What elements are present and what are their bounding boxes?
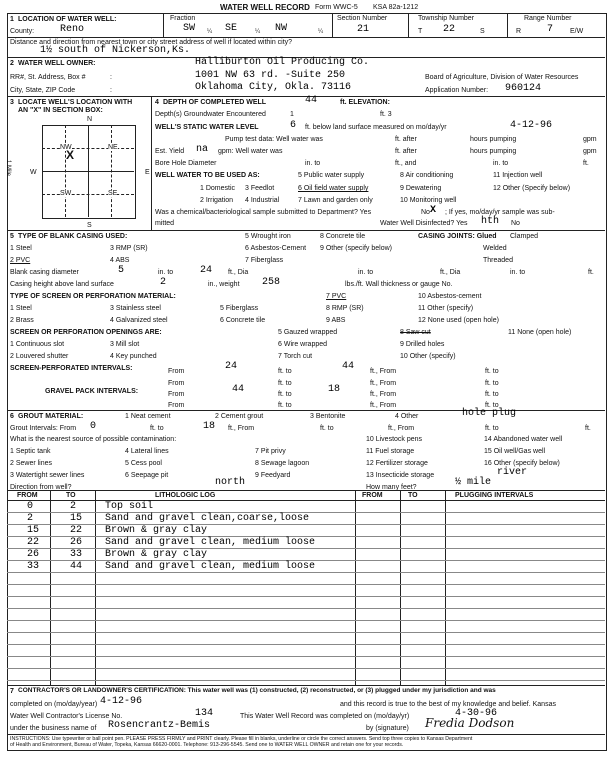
ft-to: ft. to bbox=[485, 425, 499, 432]
ne-quadrant: NE bbox=[108, 144, 118, 151]
log-row-desc[interactable]: Brown & gray clay bbox=[105, 549, 208, 560]
address-label: RR#, St. Address, Box # bbox=[10, 74, 86, 81]
ft-to: ft. to bbox=[278, 380, 292, 387]
section-3-num: 3 bbox=[10, 99, 14, 106]
casing-height-value[interactable]: 2 bbox=[160, 277, 167, 288]
bore-in: in. to bbox=[305, 160, 321, 167]
depth-value[interactable]: 44 bbox=[305, 95, 318, 106]
log-row-desc[interactable]: Top soil bbox=[105, 501, 154, 512]
use-other[interactable]: 12 Other (Specify below) bbox=[493, 185, 571, 192]
screen-pvc[interactable]: 7 PVC bbox=[326, 293, 347, 300]
distance-value[interactable]: 1½ south of Nickerson,Ks. bbox=[40, 45, 191, 56]
screen-intervals-label: SCREEN-PERFORATED INTERVALS: bbox=[10, 365, 133, 372]
casing-abs[interactable]: 4 ABS bbox=[110, 257, 130, 264]
yield-gpm: gpm: Well water was bbox=[218, 148, 283, 155]
groundwater-label: Depth(s) Groundwater Encountered bbox=[155, 111, 266, 118]
screen-concrete[interactable]: 6 Concrete tile bbox=[220, 317, 266, 324]
src-pit-privy[interactable]: 7 Pit privy bbox=[255, 448, 286, 455]
grout-neat[interactable]: 1 Neat cement bbox=[125, 413, 171, 420]
log-row-desc[interactable]: Sand and gravel clean, medium loose bbox=[105, 537, 316, 548]
location-label: LOCATION OF WATER WELL: bbox=[18, 16, 117, 23]
chem-no-mark[interactable]: X bbox=[430, 205, 437, 216]
county-label: County: bbox=[10, 28, 35, 35]
chem-sample-label: Was a chemical/bacteriological sample submitted to Department? Yes bbox=[155, 209, 372, 216]
west-mark: W bbox=[30, 169, 37, 176]
static-level-text: ft. below land surface measured on mo/day/yr bbox=[305, 124, 447, 131]
record-completed-date[interactable]: 4-30-96 bbox=[455, 708, 498, 719]
se-quadrant: SE bbox=[108, 190, 118, 197]
screen-brass[interactable]: 2 Brass bbox=[10, 317, 34, 324]
township-s: S bbox=[480, 28, 485, 35]
section-box[interactable] bbox=[42, 125, 136, 219]
screen-abs[interactable]: 9 ABS bbox=[326, 317, 346, 324]
diameter-label: Blank casing diameter bbox=[10, 269, 79, 276]
gravel-to[interactable]: 18 bbox=[328, 384, 341, 395]
casing-concrete[interactable]: 8 Concrete tile bbox=[320, 233, 366, 240]
log-from-header: FROM bbox=[17, 492, 38, 499]
screen-other[interactable]: 11 Other (specify) bbox=[418, 305, 474, 312]
screen-stainless[interactable]: 3 Stainless steel bbox=[110, 305, 161, 312]
log-row-to[interactable]: 2 bbox=[70, 501, 77, 512]
use-feedlot[interactable]: 3 Feedlot bbox=[245, 185, 275, 192]
section-1-num: 1 bbox=[10, 16, 14, 23]
license-label: Water Well Contractor's License No. bbox=[10, 713, 123, 720]
pump-test-label: Pump test data: Well water was bbox=[225, 136, 323, 143]
range-r: R bbox=[516, 28, 522, 35]
ksa-number: KSA 82a-1212 bbox=[373, 4, 419, 11]
mitted: mitted bbox=[155, 220, 175, 227]
static-level-value[interactable]: 6 bbox=[290, 120, 297, 131]
business-label: under the business name of bbox=[10, 725, 97, 732]
fraction-2[interactable]: SE bbox=[225, 23, 238, 34]
city-label: City, State, ZIP Code bbox=[10, 87, 76, 94]
city-colon: : bbox=[110, 87, 112, 94]
in-to: in. to bbox=[510, 269, 526, 276]
record-completed-label: This Water Well Record was completed on (mo/day/yr) bbox=[240, 713, 410, 720]
screen-fiberglass[interactable]: 5 Fiberglass bbox=[220, 305, 259, 312]
ft-after: ft. after bbox=[395, 148, 417, 155]
gravel-label: GRAVEL PACK INTERVALS: bbox=[45, 388, 139, 395]
distance-label: Distance and direction from nearest town or city street address of well if located within city? bbox=[10, 39, 293, 46]
log-row-to[interactable]: 15 bbox=[70, 513, 83, 524]
screen-to[interactable]: 44 bbox=[342, 361, 355, 372]
from-label: From bbox=[168, 402, 185, 409]
log-rule bbox=[7, 584, 605, 585]
ft-from: ft., From bbox=[370, 391, 397, 398]
grout-other[interactable]: 4 Other bbox=[395, 413, 419, 420]
contamination-label: What is the nearest source of possible contamination: bbox=[10, 436, 177, 443]
ft-to: ft. to bbox=[485, 368, 499, 375]
src-other[interactable]: 16 Other (specify below) bbox=[484, 460, 560, 467]
log-rule bbox=[7, 620, 605, 621]
casing-asbestos[interactable]: 6 Asbestos-Cement bbox=[245, 245, 307, 252]
disinfected-no: No bbox=[511, 220, 520, 227]
opening-torch[interactable]: 7 Torch cut bbox=[278, 353, 313, 360]
instructions-line-1: INSTRUCTIONS: Use typewriter or ball point pen. PLEASE PRESS FIRMLY and PRINT clearly. Please fill in blanks, underline or circle the correct answers. Send top three copies to Kansas Department bbox=[10, 736, 473, 742]
section-7-num: 7 bbox=[10, 688, 14, 695]
grout-bentonite[interactable]: 3 Bentonite bbox=[310, 413, 346, 420]
use-public[interactable]: 5 Public water supply bbox=[298, 172, 365, 179]
log-row-from[interactable]: 2 bbox=[27, 513, 34, 524]
hours-pumping: hours pumping bbox=[470, 136, 517, 143]
casing-fiberglass[interactable]: 7 Fiberglass bbox=[245, 257, 284, 264]
ft-dia: ft., Dia bbox=[440, 269, 461, 276]
how-many-label: How many feet? bbox=[366, 484, 417, 491]
township-t: T bbox=[418, 28, 423, 35]
plug-to-header: TO bbox=[408, 492, 418, 499]
ft-to: ft. to bbox=[485, 391, 499, 398]
ft: ft. bbox=[588, 269, 594, 276]
plug-from-header: FROM bbox=[362, 492, 383, 499]
opening-key[interactable]: 4 Key punched bbox=[110, 353, 157, 360]
certification-text-2: and this record is true to the best of my knowledge and belief. Kansas bbox=[340, 701, 556, 708]
address-value[interactable]: 1001 NW 63 rd. -Suite 250 bbox=[195, 70, 346, 81]
instructions-line-2: of Health and Environment, Bureau of Water, Topeka, Kansas 66620-0001. Telephone: 913-296-5545. Send one to WATER WELL OWNER and retain one for your records. bbox=[10, 742, 404, 748]
ft-from: ft., From bbox=[370, 368, 397, 375]
township-value[interactable]: 22 bbox=[443, 24, 456, 35]
ft-to: ft. to bbox=[278, 368, 292, 375]
sw-quadrant: SW bbox=[60, 190, 72, 197]
ft-from: ft., From bbox=[388, 425, 415, 432]
disinfected-value[interactable]: hth bbox=[481, 216, 500, 227]
static-level-label: WELL'S STATIC WATER LEVEL bbox=[155, 124, 259, 131]
diameter-value[interactable]: 5 bbox=[118, 265, 125, 276]
screen-steel[interactable]: 1 Steel bbox=[10, 305, 32, 312]
direction-label: Direction from well? bbox=[10, 484, 72, 491]
south-mark: S bbox=[87, 222, 92, 229]
east-mark: E bbox=[145, 169, 150, 176]
township-label: Township Number bbox=[418, 15, 475, 22]
log-rule bbox=[7, 524, 605, 525]
lbs-label: lbs./ft. Wall thickness or gauge No. bbox=[345, 281, 453, 288]
yield-label: Est. Yield bbox=[155, 148, 185, 155]
ft-dia: ft., Dia bbox=[228, 269, 249, 276]
joints-label: CASING JOINTS: Glued bbox=[418, 233, 497, 240]
section-number-label: Section Number bbox=[337, 15, 388, 22]
static-level-date[interactable]: 4-12-96 bbox=[510, 120, 553, 131]
direction-value[interactable]: north bbox=[215, 477, 246, 488]
range-value[interactable]: 7 bbox=[547, 24, 554, 35]
ft-to: ft. to bbox=[485, 380, 499, 387]
screen-rmp[interactable]: 8 RMP (SR) bbox=[326, 305, 364, 312]
section-6-num: 6 bbox=[10, 413, 14, 420]
north-mark: N bbox=[87, 116, 93, 123]
fraction-label: Fraction bbox=[170, 15, 196, 22]
ft-from: ft., From bbox=[370, 380, 397, 387]
application-number[interactable]: 960124 bbox=[505, 83, 542, 94]
log-rule bbox=[7, 608, 605, 609]
opening-louvered[interactable]: 2 Louvered shutter bbox=[10, 353, 69, 360]
application-label: Application Number: bbox=[425, 87, 489, 94]
owner-value[interactable]: Halliburton Oil Producing Co. bbox=[195, 57, 370, 68]
locate-label: LOCATE WELL'S LOCATION WITH bbox=[18, 99, 133, 106]
log-rule bbox=[7, 632, 605, 633]
address-colon: : bbox=[110, 74, 112, 81]
casing-other[interactable]: 9 Other (specify below) bbox=[320, 245, 392, 252]
ft-to: ft. to bbox=[150, 425, 164, 432]
use-industrial[interactable]: 4 Industrial bbox=[245, 197, 280, 204]
grout-to[interactable]: 18 bbox=[203, 421, 216, 432]
screen-from[interactable]: 24 bbox=[225, 361, 238, 372]
src-watertight[interactable]: 3 Watertight sewer lines bbox=[10, 472, 85, 479]
bore-ft2: ft. bbox=[583, 160, 589, 167]
nw-quadrant: NW bbox=[60, 144, 72, 151]
use-irrigation[interactable]: 2 Irrigation bbox=[200, 197, 234, 204]
src-insecticide[interactable]: 13 Insecticide storage bbox=[366, 472, 435, 479]
src-oil-gas[interactable]: 15 Oil well/Gas well bbox=[484, 448, 546, 455]
screen-asbestos[interactable]: 10 Asbestos-cement bbox=[418, 293, 482, 300]
opening-continuous[interactable]: 1 Continuous slot bbox=[10, 341, 65, 348]
src-fuel[interactable]: 11 Fuel storage bbox=[366, 448, 415, 455]
completed-date[interactable]: 4-12-96 bbox=[100, 696, 143, 707]
quarter-mark: ¼ bbox=[255, 29, 261, 35]
src-livestock[interactable]: 10 Livestock pens bbox=[366, 436, 423, 443]
plugging-header: PLUGGING INTERVALS bbox=[455, 492, 534, 499]
ft-from: ft., From bbox=[228, 425, 255, 432]
bore-in2: in. to bbox=[493, 160, 509, 167]
bore-label: Bore Hole Diameter bbox=[155, 160, 217, 167]
casing-rmp[interactable]: 3 RMP (SR) bbox=[110, 245, 148, 252]
log-rule bbox=[7, 680, 605, 681]
quarter-mark: ¼ bbox=[318, 29, 324, 35]
in-to: in. to bbox=[158, 269, 174, 276]
ft-after: ft. after bbox=[395, 136, 417, 143]
opening-other[interactable]: 10 Other (specify) bbox=[400, 353, 456, 360]
opening-none[interactable]: 11 None (open hole) bbox=[508, 329, 572, 336]
license-number[interactable]: 134 bbox=[195, 708, 214, 719]
county-value[interactable]: Reno bbox=[60, 24, 85, 35]
src-seepage[interactable]: 6 Seepage pit bbox=[125, 472, 169, 479]
joints-welded[interactable]: Welded bbox=[483, 245, 507, 252]
src-fertilizer[interactable]: 12 Fertilizer storage bbox=[366, 460, 428, 467]
log-rule bbox=[7, 644, 605, 645]
grout-from[interactable]: 0 bbox=[90, 421, 97, 432]
log-row-to[interactable]: 26 bbox=[70, 537, 83, 548]
bore-ft: ft., and bbox=[395, 160, 417, 167]
use-lawn[interactable]: 7 Lawn and garden only bbox=[298, 197, 373, 204]
completed-label: completed on (mo/day/year) bbox=[10, 701, 98, 708]
log-row-to[interactable]: 44 bbox=[70, 561, 83, 572]
well-location-mark: X bbox=[66, 148, 75, 162]
use-oil-field[interactable]: 6 Oil field water supply bbox=[298, 185, 369, 192]
signature[interactable]: Fredia Dodson bbox=[425, 716, 515, 730]
disinfected-label: Water Well Disinfected? Yes bbox=[380, 220, 468, 227]
src-lateral[interactable]: 4 Lateral lines bbox=[125, 448, 169, 455]
screen-galvanized[interactable]: 4 Galvanized steel bbox=[110, 317, 168, 324]
casing-pvc[interactable]: 2 PVC bbox=[10, 257, 31, 264]
log-row-from[interactable]: 0 bbox=[27, 501, 34, 512]
joints-threaded[interactable]: Threaded bbox=[483, 257, 513, 264]
form-title: WATER WELL RECORD bbox=[220, 3, 310, 12]
log-row-from[interactable]: 26 bbox=[27, 549, 40, 560]
casing-height-label: Casing height above land surface bbox=[10, 281, 114, 288]
mile-label: 1 Mile bbox=[5, 160, 11, 177]
grout-other-value[interactable]: hole plug bbox=[462, 408, 517, 419]
gravel-from[interactable]: 44 bbox=[232, 384, 245, 395]
locate-label-2: AN "X" IN SECTION BOX: bbox=[18, 107, 103, 114]
casing-steel[interactable]: 1 Steel bbox=[10, 245, 32, 252]
use-injection[interactable]: 11 Injection well bbox=[493, 172, 543, 179]
in-weight: in., weight bbox=[208, 281, 240, 288]
use-air[interactable]: 8 Air conditioning bbox=[400, 172, 454, 179]
depth-label: DEPTH OF COMPLETED WELL bbox=[163, 99, 267, 106]
grout-intervals-label: Grout Intervals: From bbox=[10, 425, 77, 432]
certification-text: CONTRACTOR'S OR LANDOWNER'S CERTIFICATION: This water well was (1) constructed, (2) reconstructed, or (3) plugged under my jurisdiction and was bbox=[18, 687, 496, 694]
log-row-from[interactable]: 22 bbox=[27, 537, 40, 548]
form-number: Form WWC-5 bbox=[315, 4, 358, 11]
lithologic-header: LITHOLOGIC LOG bbox=[155, 492, 216, 499]
groundwater-1: 1 bbox=[290, 111, 294, 118]
chem-no: No bbox=[421, 209, 430, 216]
fraction-1[interactable]: SW bbox=[183, 23, 196, 34]
opening-gauzed[interactable]: 5 Gauzed wrapped bbox=[278, 329, 338, 336]
city-value[interactable]: Oklahoma City, Okla. 73116 bbox=[195, 82, 352, 93]
section-number[interactable]: 21 bbox=[357, 24, 370, 35]
log-rule bbox=[7, 668, 605, 669]
log-row-from[interactable]: 33 bbox=[27, 561, 40, 572]
gpm: gpm bbox=[583, 148, 597, 155]
grout-cement[interactable]: 2 Cement grout bbox=[215, 413, 264, 420]
screen-none[interactable]: 12 None used (open hole) bbox=[418, 317, 499, 324]
hours-pumping: hours pumping bbox=[470, 148, 517, 155]
log-row-to[interactable]: 33 bbox=[70, 549, 83, 560]
from-label: From bbox=[168, 368, 185, 375]
weight-value[interactable]: 258 bbox=[262, 277, 281, 288]
groundwater-ft: ft. 3 bbox=[380, 111, 392, 118]
src-other-value[interactable]: river bbox=[497, 467, 528, 478]
chem-rest: ; If yes, mo/day/yr sample was sub- bbox=[445, 209, 555, 216]
quarter-mark: ¼ bbox=[207, 29, 213, 35]
opening-mill[interactable]: 3 Mill slot bbox=[110, 341, 140, 348]
opening-saw-cut[interactable]: 8 Saw cut bbox=[400, 329, 431, 336]
log-rule bbox=[7, 548, 605, 549]
owner-label: WATER WELL OWNER: bbox=[18, 60, 96, 67]
log-row-from[interactable]: 15 bbox=[27, 525, 40, 536]
casing-label: TYPE OF BLANK CASING USED: bbox=[18, 233, 128, 240]
ft-to: ft. to bbox=[320, 425, 334, 432]
log-rule bbox=[7, 656, 605, 657]
fraction-3[interactable]: NW bbox=[275, 23, 288, 34]
from-label: From bbox=[168, 391, 185, 398]
src-lagoon[interactable]: 8 Sewage lagoon bbox=[255, 460, 310, 467]
board-label: Board of Agriculture, Division of Water Resources bbox=[425, 74, 579, 81]
elevation-label: ft. ELEVATION: bbox=[340, 99, 390, 106]
range-label: Range Number bbox=[524, 15, 572, 22]
signature-label: by (signature) bbox=[366, 725, 409, 732]
business-name[interactable]: Rosencrantz-Bemis bbox=[108, 720, 211, 731]
section-2-num: 2 bbox=[10, 60, 14, 67]
opening-wire[interactable]: 6 Wire wrapped bbox=[278, 341, 328, 348]
diameter-to[interactable]: 24 bbox=[200, 265, 213, 276]
section-4-num: 4 bbox=[155, 99, 159, 106]
log-rule bbox=[7, 596, 605, 597]
log-to-header: TO bbox=[66, 492, 76, 499]
from-label: From bbox=[168, 380, 185, 387]
ft-to: ft. to bbox=[278, 402, 292, 409]
yield-value[interactable]: na bbox=[196, 144, 209, 155]
ft-to: ft. to bbox=[485, 402, 499, 409]
use-label: WELL WATER TO BE USED AS: bbox=[155, 172, 260, 179]
use-monitoring[interactable]: 10 Monitoring well bbox=[400, 197, 457, 204]
section-5-num: 5 bbox=[10, 233, 14, 240]
ft-from: ft., From bbox=[370, 402, 397, 409]
ft: ft. bbox=[585, 425, 591, 432]
in-to: in. to bbox=[358, 269, 374, 276]
use-domestic[interactable]: 1 Domestic bbox=[200, 185, 236, 192]
src-cess[interactable]: 5 Cess pool bbox=[125, 460, 162, 467]
range-ew: E/W bbox=[570, 28, 584, 35]
log-row-desc[interactable]: Sand and gravel clean,coarse,loose bbox=[105, 513, 310, 524]
use-dewatering[interactable]: 9 Dewatering bbox=[400, 185, 442, 192]
src-feedyard[interactable]: 9 Feedyard bbox=[255, 472, 291, 479]
how-many-value[interactable]: ½ mile bbox=[455, 477, 492, 488]
log-row-desc[interactable]: Brown & gray clay bbox=[105, 525, 208, 536]
screen-label: TYPE OF SCREEN OR PERFORATION MATERIAL: bbox=[10, 293, 176, 300]
log-row-desc[interactable]: Sand and gravel clean, medium loose bbox=[105, 561, 316, 572]
ft-to: ft. to bbox=[278, 391, 292, 398]
log-rule bbox=[7, 572, 605, 573]
src-abandoned[interactable]: 14 Abandoned water well bbox=[484, 436, 563, 443]
log-row-to[interactable]: 22 bbox=[70, 525, 83, 536]
src-sewer[interactable]: 2 Sewer lines bbox=[10, 460, 53, 467]
openings-label: SCREEN OR PERFORATION OPENINGS ARE: bbox=[10, 329, 162, 336]
grout-label: GROUT MATERIAL: bbox=[18, 413, 84, 420]
src-septic[interactable]: 1 Septic tank bbox=[10, 448, 51, 455]
joints-clamped[interactable]: Clamped bbox=[510, 233, 539, 240]
opening-drilled[interactable]: 9 Drilled holes bbox=[400, 341, 445, 348]
casing-wrought[interactable]: 5 Wrought iron bbox=[245, 233, 291, 240]
gpm: gpm bbox=[583, 136, 597, 143]
